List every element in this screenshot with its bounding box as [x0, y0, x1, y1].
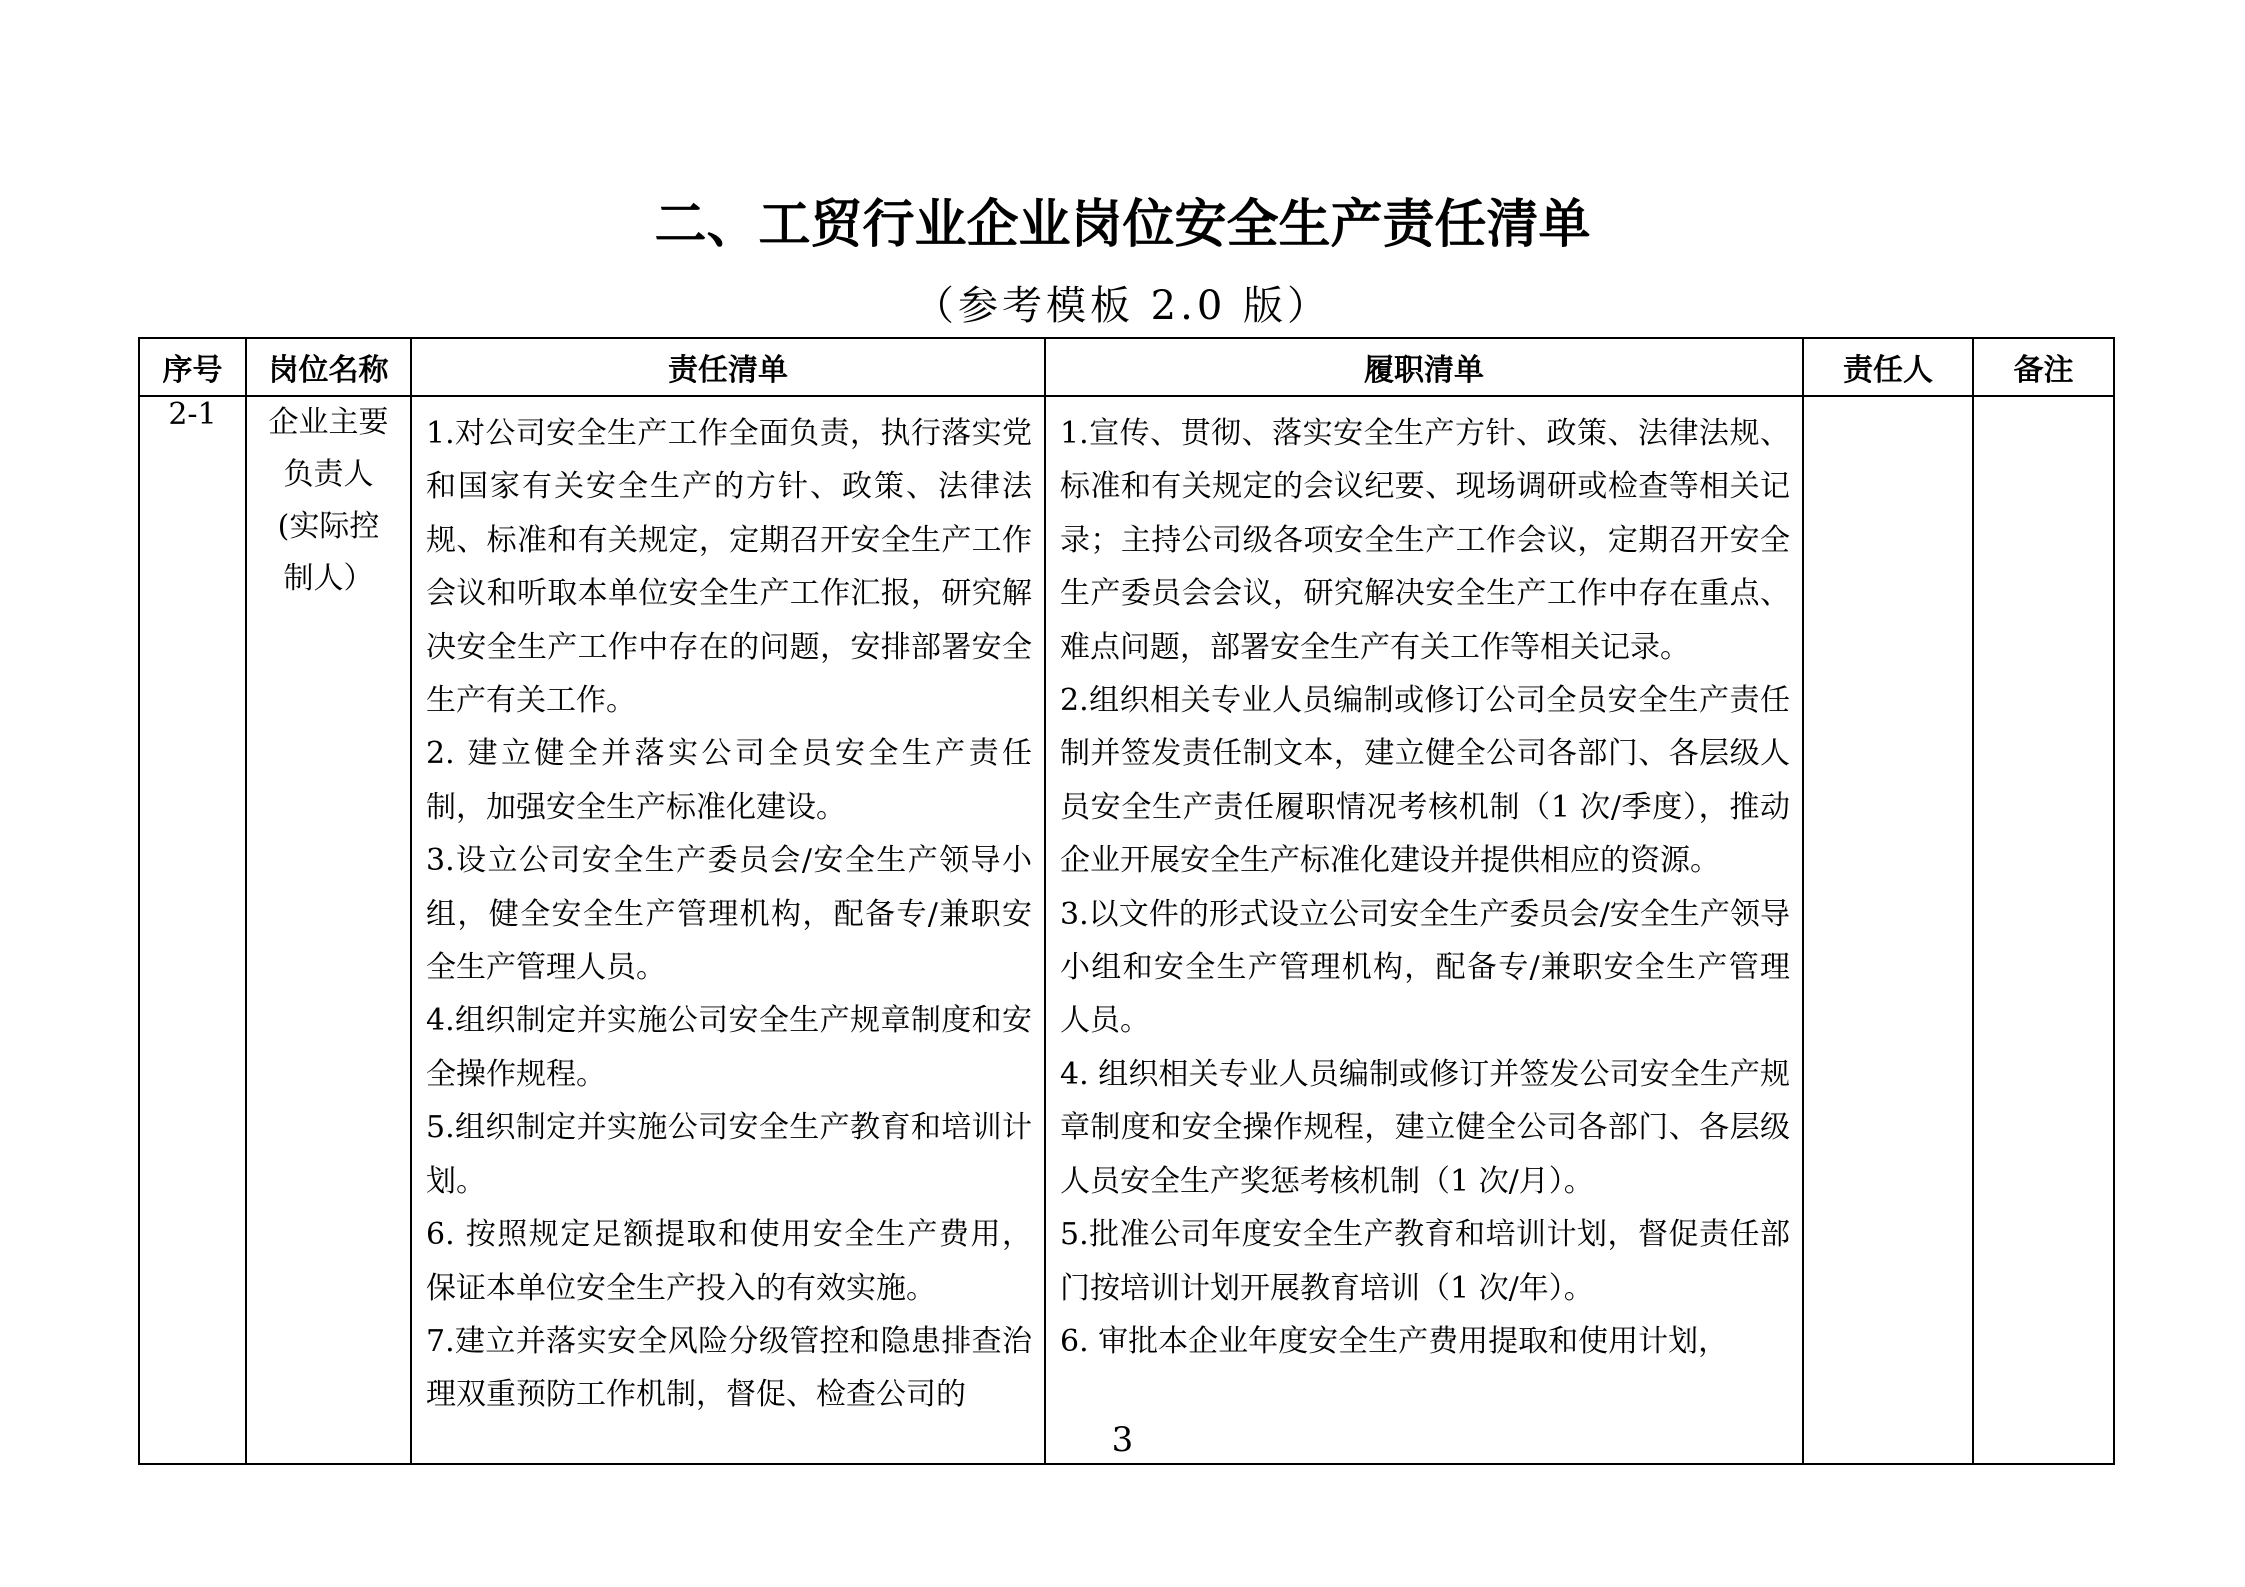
responsibility-item: 6. 按照规定足额提取和使用安全生产费用，保证本单位安全生产投入的有效实施。 [426, 1217, 1032, 1306]
table-header-row [139, 338, 2114, 396]
responsibility-item: 2. 建立健全并落实公司全员安全生产责任制，加强安全生产标准化建设。 [426, 736, 1032, 825]
responsibility-item: 7.建立并落实安全风险分级管控和隐患排查治理双重预防工作机制，督促、检查公司的 [426, 1323, 1032, 1413]
page-number: 3 [1111, 1420, 1134, 1460]
header-performance: 履职清单 [1045, 338, 1803, 396]
performance-item: 2.组织相关专业人员编制或修订公司全员安全生产责任制并签发责任制文本，建立健全公司各部门、各层级人员安全生产责任履职情况考核机制（1 次/季度），推动企业开展安全生产标准化建设并提供相应的资源。 [1060, 683, 1790, 879]
responsibility-table [138, 337, 2115, 1465]
row-person [1803, 396, 1973, 1464]
row-seq: 2-1 [139, 396, 246, 1464]
row-post-name: 企业主要负责人(实际控制人） [268, 405, 389, 596]
performance-item: 3.以文件的形式设立公司安全生产委员会/安全生产领导小组和安全生产管理机构，配备专/兼职安全生产管理人员。 [1060, 896, 1790, 1039]
page-subtitle: （参考模板 2.0 版） [913, 283, 1332, 329]
header-person: 责任人 [1803, 338, 1973, 396]
performance-item: 1.宣传、贯彻、落实安全生产方针、政策、法律法规、标准和有关规定的会议纪要、现场调研或检查等相关记录；主持公司级各项安全生产工作会议，定期召开安全生产委员会会议，研究解决安全生产工作中存在重点、难点问题，部署安全生产有关工作等相关记录。 [1060, 416, 1790, 665]
header-responsibility: 责任清单 [411, 338, 1045, 396]
row-remark [1973, 396, 2114, 1464]
responsibility-item: 1.对公司安全生产工作全面负责，执行落实党和国家有关安全生产的方针、政策、法律法规、标准和有关规定，定期召开安全生产工作会议和听取本单位安全生产工作汇报，研究解决安全生产工作中存在的问题，安排部署安全生产有关工作。 [426, 416, 1032, 719]
header-seq: 序号 [139, 338, 246, 396]
table-row [139, 396, 2114, 1464]
row-performance-cell [1045, 396, 1803, 1464]
responsibility-item: 5.组织制定并实施公司安全生产教育和培训计划。 [426, 1110, 1032, 1199]
page-title: 二、工贸行业企业岗位安全生产责任清单 [654, 195, 1591, 255]
header-remark: 备注 [1973, 338, 2114, 396]
performance-item: 5.批准公司年度安全生产教育和培训计划，督促责任部门按培训计划开展教育培训（1 次/年）。 [1060, 1217, 1790, 1306]
row-responsibility-cell [411, 396, 1045, 1464]
responsibility-item: 4.组织制定并实施公司安全生产规章制度和安全操作规程。 [426, 1003, 1032, 1092]
performance-item: 4. 组织相关专业人员编制或修订并签发公司安全生产规章制度和安全操作规程，建立健全公司各部门、各层级人员安全生产奖惩考核机制（1 次/月）。 [1060, 1056, 1790, 1199]
header-post: 岗位名称 [246, 338, 411, 396]
performance-item: 6. 审批本企业年度安全生产费用提取和使用计划， [1060, 1323, 1729, 1359]
responsibility-item: 3.设立公司安全生产委员会/安全生产领导小组，健全安全生产管理机构，配备专/兼职安全生产管理人员。 [426, 843, 1032, 986]
row-post-cell [246, 396, 411, 1464]
